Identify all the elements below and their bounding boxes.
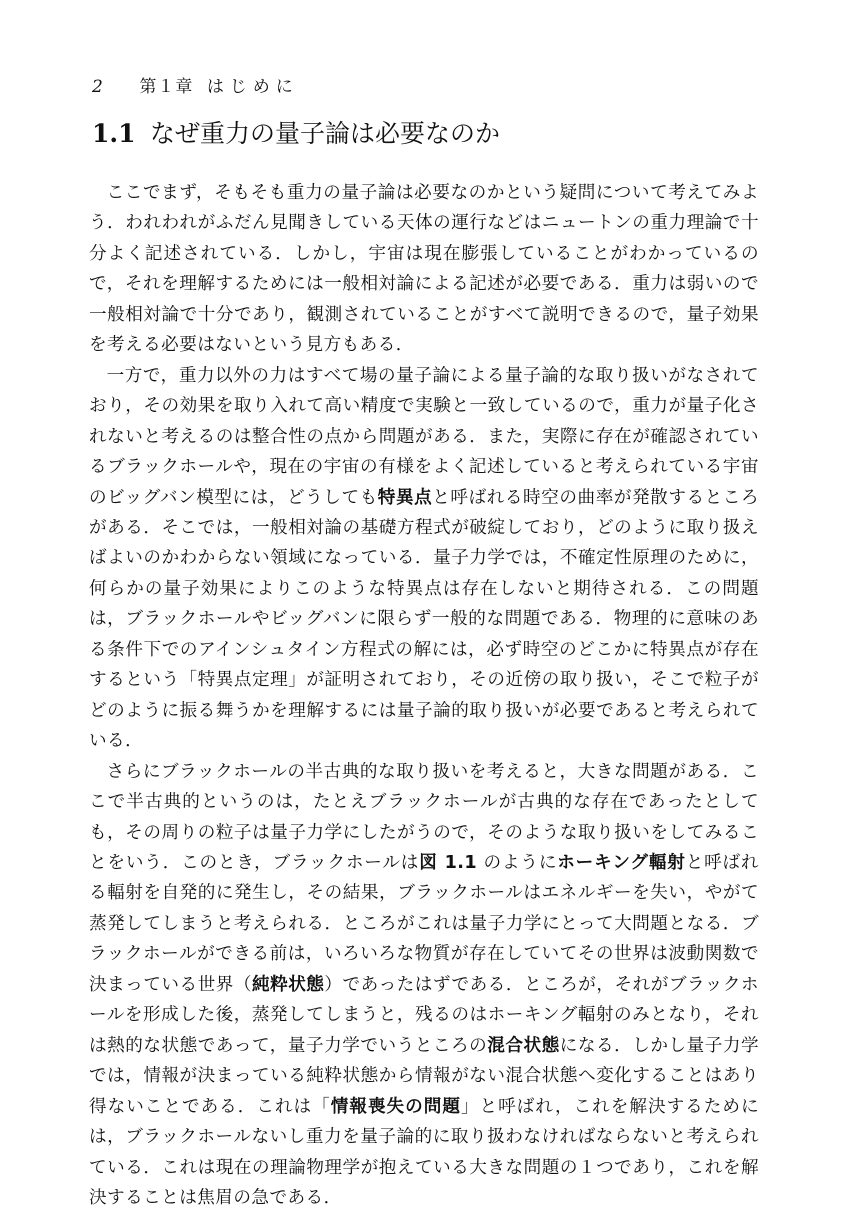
section-number: 1.1 — [92, 119, 136, 148]
running-head — [92, 76, 299, 98]
term-pure-state: 純粋状態 — [251, 974, 325, 995]
term-mixed-state: 混合状態 — [487, 1035, 560, 1056]
paragraph-3-text-c: と呼ばれる輻射を自発的に発生し，その結果，ブラックホールはエネルギーを失い，やがて蒸発してしまうと考えられる．ところがこれは量子力学にとって大問題となる．ブラックホールができる前は，いろいろな物質が存在していてその世界は波動関数で決まっている世界（ — [89, 852, 760, 995]
paragraph-3-text-b: のように — [477, 852, 558, 873]
term-singularity: 特異点 — [377, 487, 433, 508]
paragraph-1-text: ここでまず，そもそも重力の量子論は必要なのかという疑問について考えてみよう．われわれがふだん見聞きしている天体の運行などはニュートンの重力理論で十分よく記述されている．しかし，宇宙は現在膨張していることがわかっているので，それを理解するためには一般相対論による記述が必要である．重力は弱いので一般相対論で十分であり，観測されていることがすべて説明できるので，量子効果を考える必要はないという見方もある． — [89, 183, 759, 356]
paragraph-3-text-d: ）であったはずである．ところが，それがブラックホールを形成した後，蒸発してしまうと，残るのはホーキング輻射のみとなり，それは熱的な状態であって，量子力学でいうところの — [89, 974, 759, 1056]
chapter-number: 第１章 — [139, 77, 194, 97]
body-text — [89, 178, 759, 1213]
paragraph-3 — [89, 757, 759, 1213]
section-title: なぜ重力の量子論は必要なのか — [150, 119, 501, 148]
term-information-loss: 情報喪失の問題 — [330, 1096, 461, 1117]
chapter-title: はじめに — [206, 77, 299, 97]
paragraph-3-text-a: さらにブラックホールの半古典的な取り扱いを考えると，大きな問題がある．ここで半古典的というのは，たとえブラックホールが古典的な存在であったとしても，その周りの粒子は量子力学にしたがうので，そのような取り扱いをしてみることをいう．このとき，ブラックホールは — [89, 761, 759, 873]
paragraph-2-text-b: と呼ばれる時空の曲率が発散するところがある．そこでは，一般相対論の基礎方程式が破綻しており，どのように取り扱えばよいのかわからない領域になっている．量子力学では，不確定性原理のために，何らかの量子効果によりこのような特異点は存在しないと期待される．この問題は，ブラックホールやビッグバンに限らず一般的な問題である．物理的に意味のある条件下でのアインシュタイン方程式の解には，必ず時空のどこかに特異点が存在するという「特異点定理」が証明されており，その近傍の取り扱い，そこで粒子がどのように振る舞うかを理解するには量子論的取り扱いが必要であると考えられている． — [89, 487, 759, 752]
paragraph-2-text-a: 一方で，重力以外の力はすべて場の量子論による量子論的な取り扱いがなされており，その効果を取り入れて高い精度で実験と一致しているので，重力が量子化されないと考えるのは整合性の点から問題がある．また，実際に存在が確認されているブラックホールや，現在の宇宙の有様をよく記述していると考えられている宇宙のビッグバン模型には，どうしても — [89, 365, 759, 508]
page-number: 2 — [92, 77, 103, 97]
term-hawking-radiation: ホーキング輻射 — [557, 852, 686, 873]
section-heading — [92, 118, 752, 150]
paragraph-3-text-f: 」と呼ばれ，これを解決するためには，ブラックホールないし重力を量子論的に取り扱わなければならないと考えられている．これは現在の理論物理学が抱えている大きな問題の１つであり，これを解決することは焦眉の急である． — [89, 1096, 760, 1208]
paragraph-1 — [89, 178, 759, 361]
paragraph-2 — [89, 361, 759, 757]
paragraph-3-text-e: になる．しかし量子力学では，情報が決まっている純粋状態から情報がない混合状態へ変化することはあり得ないことである．これは「 — [89, 1035, 760, 1117]
figure-reference[interactable]: 図 1.1 — [419, 852, 478, 873]
